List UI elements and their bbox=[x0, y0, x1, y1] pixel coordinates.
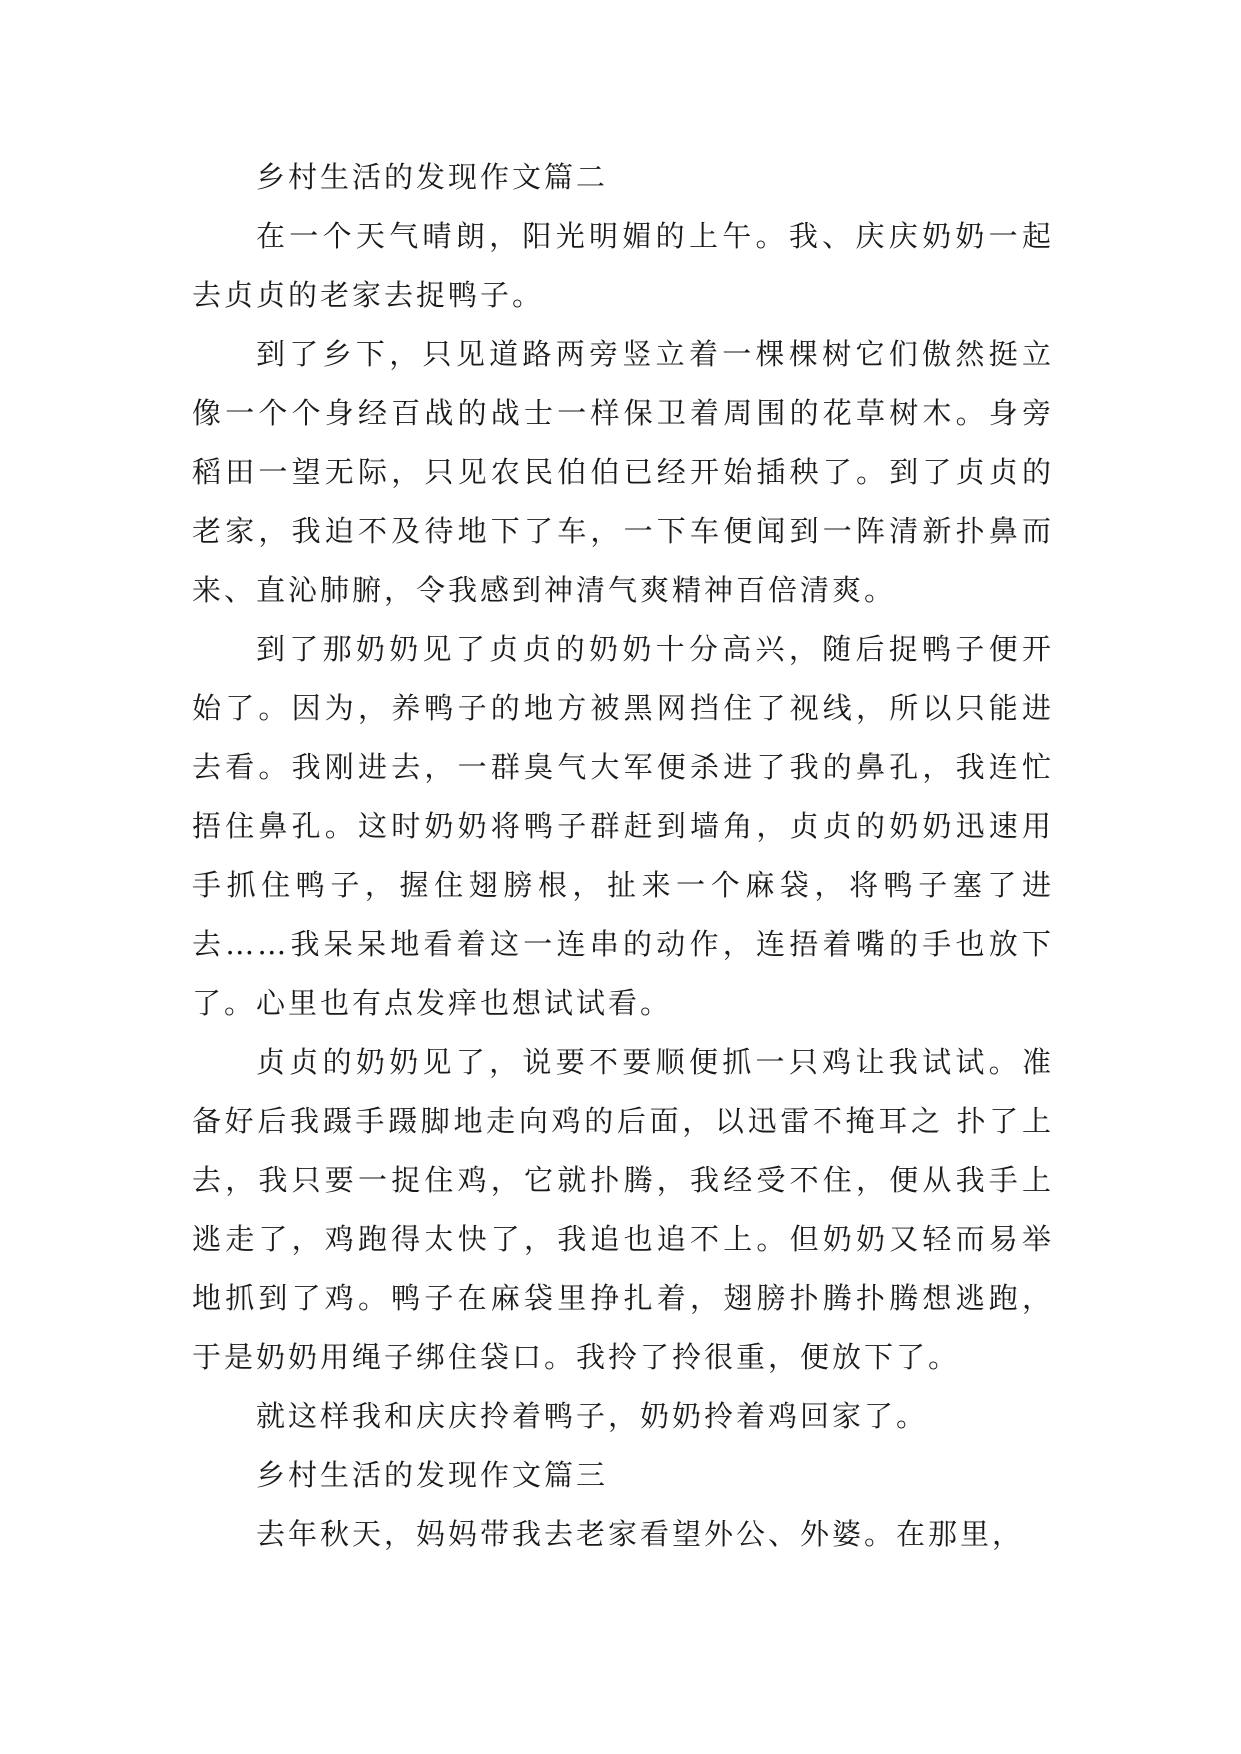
section-heading: 乡村生活的发现作文篇三 bbox=[256, 1458, 609, 1492]
paragraph: 到了乡下，只见道路两旁竖立着一棵棵树它们傲然挺立像一个个身经百战的战士一样保卫着周围的花草树木。身旁稻田一望无际，只见农民伯伯已经开始插秧了。到了贞贞的老家，我迫不及待地下了车，一下车便闻到一阵清新扑鼻而来、直沁肺腑，令我感到神清气爽精神百倍清爽。 bbox=[192, 337, 1054, 607]
section-heading: 乡村生活的发现作文篇二 bbox=[256, 160, 609, 194]
paragraph: 就这样我和庆庆拎着鸭子，奶奶拎着鸡回家了。 bbox=[256, 1399, 929, 1433]
document-body bbox=[192, 148, 1054, 1564]
paragraph: 去年秋天，妈妈带我去老家看望外公、外婆。在那里， bbox=[256, 1517, 1025, 1551]
paragraph: 在一个天气晴朗，阳光明媚的上午。我、庆庆奶奶一起去贞贞的老家去捉鸭子。 bbox=[192, 219, 1054, 312]
paragraph: 贞贞的奶奶见了，说要不要顺便抓一只鸡让我试试。准备好后我蹑手蹑脚地走向鸡的后面，以迅雷不掩耳之 扑了上去，我只要一捉住鸡，它就扑腾，我经受不住，便从我手上逃走了，鸡跑得太快了，我追也追不上。但奶奶又轻而易举地抓到了鸡。鸭子在麻袋里挣扎着，翅膀扑腾扑腾想逃跑，于是奶奶用绳子绑住袋口。我拎了拎很重，便放下了。 bbox=[192, 1045, 1054, 1374]
paragraph: 到了那奶奶见了贞贞的奶奶十分高兴，随后捉鸭子便开始了。因为，养鸭子的地方被黑网挡住了视线，所以只能进去看。我刚进去，一群臭气大军便杀进了我的鼻孔，我连忙捂住鼻孔。这时奶奶将鸭子群赶到墙角，贞贞的奶奶迅速用手抓住鸭子，握住翅膀根，扯来一个麻袋，将鸭子塞了进去……我呆呆地看着这一连串的动作，连捂着嘴的手也放下了。心里也有点发痒也想试试看。 bbox=[192, 632, 1054, 1020]
